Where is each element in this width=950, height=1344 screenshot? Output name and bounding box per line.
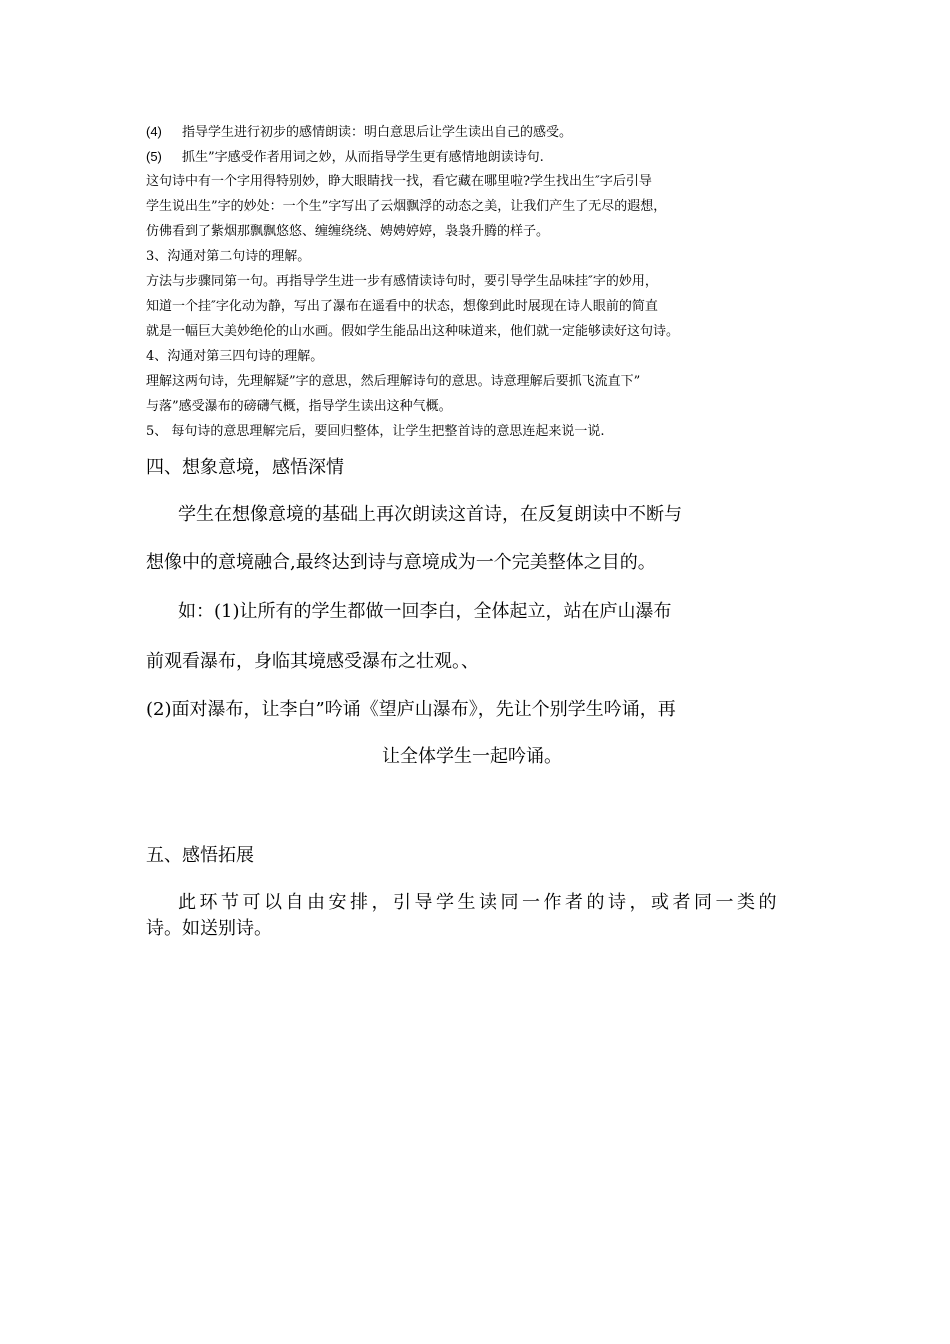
step-5-text: 抓生”字感受作者用词之妙，从而指导学生更有感情地朗读诗句.: [182, 150, 544, 165]
section-4-heading: 四、想象意境，感悟深情: [146, 457, 344, 478]
step-4-number: (4): [146, 124, 162, 139]
paragraph-line: 前观看瀑布，身临其境感受瀑布之壮观。、: [146, 651, 479, 672]
paragraph-line: 知道一个挂″字化动为静，写出了瀑布在遥看中的状态，想像到此时展现在诗人眼前的简直: [146, 299, 658, 314]
paragraph-line: 学生在想像意境的基础上再次朗读这首诗，在反复朗读中不断与: [178, 504, 682, 525]
step-4-line: [146, 123, 572, 142]
step-5-heading: 5、 每句诗的意思理解完后，要回归整体，让学生把整首诗的意思连起来说一说.: [146, 424, 605, 439]
paragraph-line: 这句诗中有一个字用得特别妙，睁大眼睛找一找，看它藏在哪里啦?学生找出生″字后引导: [146, 174, 652, 189]
paragraph-line: 就是一幅巨大美妙绝伦的山水画。假如学生能品出这种味道来，他们就一定能够读好这句诗。: [146, 324, 680, 339]
paragraph-line: 仿佛看到了紫烟那飘飘悠悠、缠缠绕绕、娉娉婷婷，袅袅升腾的样子。: [146, 224, 550, 239]
paragraph-line: (2)面对瀑布，让李白”吟诵《望庐山瀑布》，先让个别学生吟诵，再: [146, 699, 676, 720]
paragraph-line: 与落”感受瀑布的磅礴气概，指导学生读出这种气概。: [146, 399, 452, 414]
paragraph-line: 诗。如送别诗。: [146, 918, 272, 939]
step-3-heading: 3、沟通对第二句诗的理解。: [146, 249, 311, 264]
paragraph-line: 想像中的意境融合,最终达到诗与意境成为一个完美整体之目的。: [146, 552, 656, 573]
step-5-line: [146, 148, 544, 167]
paragraph-line: 学生说出生”字的妙处：一个生”字写出了云烟飘浮的动态之美，让我们产生了无尽的遐想，: [146, 199, 667, 214]
paragraph-line: 让全体学生一起吟诵。: [382, 746, 562, 767]
paragraph-line: 方法与步骤同第一句。再指导学生进一步有感情读诗句时，要引导学生品味挂″字的妙用，: [146, 274, 658, 289]
section-5-heading: 五、感悟拓展: [146, 845, 254, 866]
step-5-number: (5): [146, 149, 162, 164]
paragraph-line: 如：(1)让所有的学生都做一回李白，全体起立，站在庐山瀑布: [178, 601, 672, 622]
step-4-text: 指导学生进行初步的感情朗读：明白意思后让学生读出自己的感受。: [182, 125, 573, 140]
step-4-heading: 4、沟通对第三四句诗的理解。: [146, 349, 324, 364]
paragraph-line: 理解这两句诗，先理解疑”字的意思，然后理解诗句的意思。诗意理解后要抓飞流直下”: [146, 374, 641, 389]
paragraph-line: 此环节可以自由安排，引导学生读同一作者的诗，或者同一类的: [178, 892, 780, 913]
